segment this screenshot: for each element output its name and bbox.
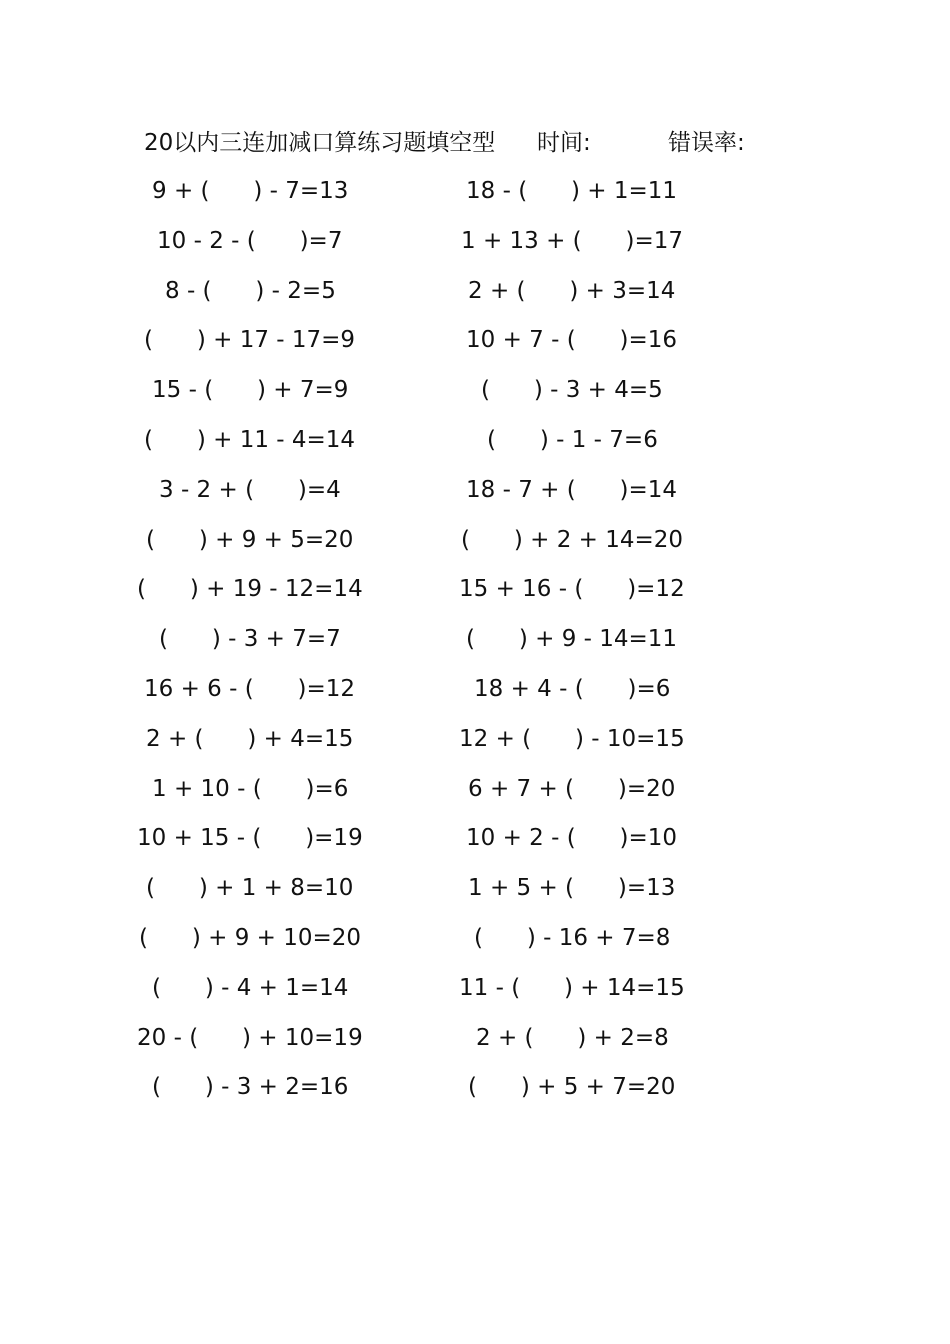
problem-right-17: 11 - ( ) + 14=15 <box>459 974 685 1001</box>
problem-left-11: 16 + 6 - ( )=12 <box>144 676 356 702</box>
problem-right-18: 2 + ( ) + 2=8 <box>476 1024 669 1051</box>
problem-right-6: ( ) - 1 - 7=6 <box>487 427 658 453</box>
problem-right-7: 18 - 7 + ( )=14 <box>466 476 678 503</box>
problem-right-16: ( ) - 16 + 7=8 <box>474 925 671 951</box>
problem-left-7: 3 - 2 + ( )=4 <box>159 476 341 503</box>
problem-right-11: 18 + 4 - ( )=6 <box>474 676 671 702</box>
problem-left-1: 9 + ( ) - 7=13 <box>152 178 349 204</box>
problem-right-13: 6 + 7 + ( )=20 <box>468 775 676 802</box>
problem-right-5: ( ) - 3 + 4=5 <box>481 377 663 404</box>
problem-left-2: 10 - 2 - ( )=7 <box>157 227 343 254</box>
problem-left-5: 15 - ( ) + 7=9 <box>152 377 349 404</box>
problem-right-4: 10 + 7 - ( )=16 <box>466 327 678 354</box>
error-rate-label: 错误率: <box>668 130 745 156</box>
problem-left-3: 8 - ( ) - 2=5 <box>165 277 336 304</box>
problem-left-13: 1 + 10 - ( )=6 <box>152 775 349 802</box>
problem-right-12: 12 + ( ) - 10=15 <box>459 725 685 752</box>
problem-left-19: ( ) - 3 + 2=16 <box>152 1074 349 1101</box>
problem-left-14: 10 + 15 - ( )=19 <box>137 825 363 852</box>
problem-left-18: 20 - ( ) + 10=19 <box>137 1024 363 1051</box>
worksheet-title: 20以内三连加减口算练习题填空型 <box>144 130 496 156</box>
time-label: 时间: <box>537 130 591 156</box>
problem-right-14: 10 + 2 - ( )=10 <box>466 825 678 852</box>
problem-left-8: ( ) + 9 + 5=20 <box>146 526 354 553</box>
problem-left-4: ( ) + 17 - 17=9 <box>144 327 356 354</box>
problem-left-16: ( ) + 9 + 10=20 <box>139 925 362 951</box>
problem-right-1: 18 - ( ) + 1=11 <box>466 178 678 204</box>
problem-right-9: 15 + 16 - ( )=12 <box>459 576 685 603</box>
problem-left-12: 2 + ( ) + 4=15 <box>146 725 354 752</box>
problem-right-15: 1 + 5 + ( )=13 <box>468 875 676 902</box>
problem-right-2: 1 + 13 + ( )=17 <box>461 227 684 254</box>
problem-right-3: 2 + ( ) + 3=14 <box>468 277 676 304</box>
problem-right-19: ( ) + 5 + 7=20 <box>468 1074 676 1101</box>
problem-left-9: ( ) + 19 - 12=14 <box>137 576 363 603</box>
problem-right-10: ( ) + 9 - 14=11 <box>466 626 678 653</box>
problem-right-8: ( ) + 2 + 14=20 <box>461 526 684 553</box>
problem-left-17: ( ) - 4 + 1=14 <box>152 974 349 1001</box>
problem-left-15: ( ) + 1 + 8=10 <box>146 875 354 902</box>
problem-left-6: ( ) + 11 - 4=14 <box>144 427 356 453</box>
problem-left-10: ( ) - 3 + 7=7 <box>159 626 341 653</box>
